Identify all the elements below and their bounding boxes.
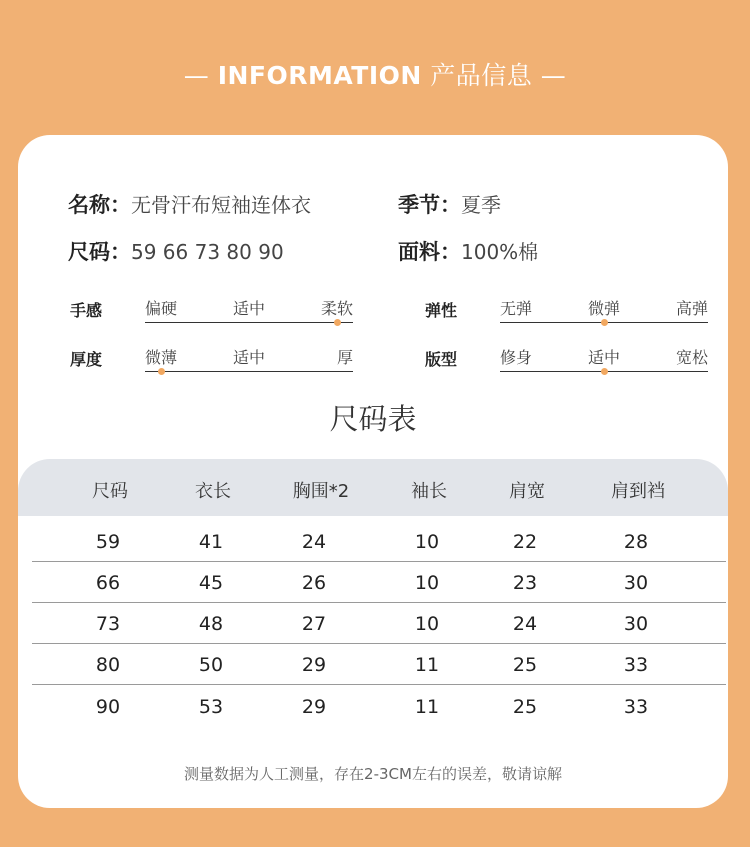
table-cell: 25 — [512, 696, 538, 718]
name-value: 无骨汗布短袖连体衣 — [131, 193, 311, 217]
table-cell: 24 — [512, 613, 538, 635]
table-cell: 59 — [95, 531, 121, 553]
scale-option: 适中 — [587, 348, 621, 367]
scale-fit — [500, 342, 708, 372]
table-cell: 50 — [198, 654, 224, 676]
season-row — [398, 189, 501, 219]
table-row — [32, 602, 726, 644]
season-label: 季节： — [398, 193, 461, 217]
season-value: 夏季 — [461, 193, 501, 217]
name-row — [68, 189, 311, 219]
scale-option: 柔软 — [320, 299, 353, 318]
table-cell: 90 — [95, 696, 121, 718]
header-cell: 肩到裆 — [611, 481, 665, 502]
scale-elasticity — [500, 293, 708, 323]
table-cell: 11 — [414, 654, 440, 676]
scale-label-feel: 手感 — [70, 301, 103, 320]
name-label: 名称： — [68, 193, 131, 217]
size-row — [68, 236, 284, 266]
fabric-row — [398, 236, 538, 266]
table-cell: 28 — [623, 531, 649, 553]
scale-option: 偏硬 — [145, 299, 178, 318]
table-row — [32, 520, 726, 562]
header-title-cn: 产品信息 — [430, 61, 533, 90]
table-row — [32, 685, 726, 726]
table-cell: 26 — [301, 572, 327, 594]
table-cell: 24 — [301, 531, 327, 553]
info-card — [18, 135, 728, 808]
scale-option: 厚 — [336, 348, 353, 367]
table-cell: 22 — [512, 531, 538, 553]
table-cell: 10 — [414, 572, 440, 594]
table-cell: 66 — [95, 572, 121, 594]
table-cell: 23 — [512, 572, 538, 594]
table-cell: 33 — [623, 654, 649, 676]
scale-marker-dot — [601, 319, 608, 326]
scale-marker-dot — [158, 368, 165, 375]
table-cell: 41 — [198, 531, 224, 553]
table-cell: 30 — [623, 572, 649, 594]
table-cell: 53 — [198, 696, 224, 718]
table-cell: 10 — [414, 531, 440, 553]
table-cell: 11 — [414, 696, 440, 718]
scale-line — [145, 371, 353, 372]
scale-marker-dot — [334, 319, 341, 326]
header-cell: 尺码 — [92, 481, 128, 502]
scale-option: 适中 — [232, 348, 266, 367]
size-value: 59 66 73 80 90 — [131, 240, 284, 264]
scale-label-elasticity: 弹性 — [425, 301, 458, 320]
table-cell: 48 — [198, 613, 224, 635]
scale-marker-dot — [601, 368, 608, 375]
table-cell: 80 — [95, 654, 121, 676]
scale-line — [145, 322, 353, 323]
table-cell: 25 — [512, 654, 538, 676]
measurement-note: 测量数据为人工测量，存在2-3CM左右的误差，敬请谅解 — [184, 765, 562, 783]
scale-option: 高弹 — [675, 299, 708, 318]
scale-option: 宽松 — [675, 348, 708, 367]
size-table-title: 尺码表 — [329, 402, 417, 436]
scale-feel — [145, 293, 353, 323]
header-title-en: INFORMATION — [217, 61, 422, 90]
header-cell: 肩宽 — [509, 481, 545, 502]
scale-option: 微弹 — [587, 299, 621, 318]
scale-label-thickness: 厚度 — [70, 350, 103, 369]
header-cell: 袖长 — [411, 481, 447, 502]
page-header — [0, 56, 750, 92]
table-cell: 73 — [95, 613, 121, 635]
size-table-header — [18, 459, 728, 516]
table-cell: 29 — [301, 654, 327, 676]
table-cell: 30 — [623, 613, 649, 635]
fabric-label: 面料： — [398, 240, 461, 264]
size-label: 尺码： — [68, 240, 131, 264]
scale-label-fit: 版型 — [425, 350, 458, 369]
table-cell: 29 — [301, 696, 327, 718]
scale-option: 修身 — [500, 348, 533, 367]
table-row — [32, 561, 726, 603]
header-dash-right: — — [540, 61, 567, 90]
table-cell: 10 — [414, 613, 440, 635]
table-cell: 27 — [301, 613, 327, 635]
scale-option: 适中 — [232, 299, 266, 318]
header-dash-left: — — [183, 61, 210, 90]
fabric-value: 100%棉 — [461, 240, 539, 264]
table-cell: 45 — [198, 572, 224, 594]
table-row — [32, 643, 726, 685]
scale-option: 微薄 — [145, 348, 178, 367]
scale-option: 无弹 — [500, 299, 533, 318]
scale-thickness — [145, 342, 353, 372]
header-cell: 衣长 — [195, 481, 231, 502]
table-cell: 33 — [623, 696, 649, 718]
header-cell: 胸围*2 — [292, 481, 350, 502]
